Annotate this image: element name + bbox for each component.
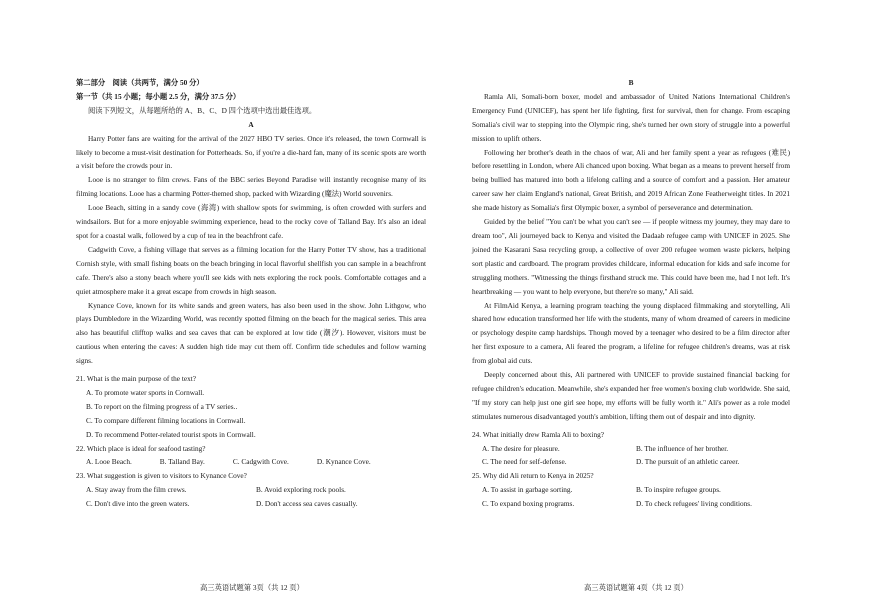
question-21-option: B. To report on the filming progress of a TV series.. — [86, 401, 238, 411]
question-24-option: B. The influence of her brother. — [636, 443, 729, 453]
question-22-option: A. Looe Beach. — [86, 457, 132, 467]
page-footer-left: 高三英语试题第 3页（共 12 页） — [200, 583, 304, 592]
passage-a-paragraph: Harry Potter fans are waiting for the arrival of the 2027 HBO TV series. Once it's released, the town Cornwall is likely to become a must-visit destination for Potterheads. So, if you're a die-hard fan, many of its scenic spots are worth a visit before the crowds pour in. — [76, 133, 426, 171]
question-25-stem: 25. Why did Ali return to Kenya in 2025? — [472, 471, 594, 481]
passage-a-paragraph: Looe is no stranger to film crews. Fans of the BBC series Beyond Paradise will instantly recognise many of its filming locations. Looe has a charming Potter-themed shop, packed with Wizarding (魔法) World souvenirs. — [76, 175, 426, 199]
passage-label-a: A — [248, 119, 254, 129]
question-23-option: C. Don't dive into the green waters. — [86, 499, 190, 509]
question-25-option: C. To expand boxing programs. — [482, 499, 575, 509]
question-24-stem: 24. What initially drew Ramla Ali to boxing? — [472, 429, 604, 439]
passage-b-paragraph: Deeply concerned about this, Ali partnered with UNICEF to provide sustained financial backing for refugee children's education. Meanwhile, she's expanded her free women's boxing club worldwide. She said, "If my story can help just one girl see hope, my efforts will be fully worth it." Ali's power as a role model stimulates numerous disadvantaged youth's ambition, lifting them out of despair and into dignity. — [472, 370, 790, 421]
question-23-stem: 23. What suggestion is given to visitors to Kynance Cove? — [76, 471, 247, 481]
page-footer-right: 高三英语试题第 4页（共 12 页） — [584, 583, 688, 592]
question-22-options — [86, 455, 426, 469]
question-25-option: A. To assist in garbage sorting. — [482, 485, 573, 495]
passage-b-paragraph: Ramla Ali, Somali-born boxer, model and ambassador of United Nations International Children's Emergency Fund (UNICEF), has spent her life fighting, first for survival, then for change. From escaping Somalia's civil war to stepping into the Olympic ring, she's turned her own story of struggle into a powerful mission to uplift others. — [472, 91, 790, 143]
question-22-option: B. Talland Bay. — [159, 457, 205, 467]
question-21-option: D. To recommend Potter-related tourist spots in Cornwall. — [86, 429, 256, 439]
passage-b-paragraph: At FilmAid Kenya, a learning program teaching the young displaced filmmaking and storytelling, Ali shared how education transformed her life with the students, many of whom dreamed of careers in medicine or psychology despite camp hardships. Though moved by a teenager who desired to be a film director after her first exposure to a camera, Ali feared the program, a lifeline for refugee children's dreams, was at risk from global aid cuts. — [472, 300, 790, 366]
question-22-option: C. Cadgwith Cove. — [232, 457, 289, 467]
passage-b-paragraph: Guided by the belief "You can't be what you can't see — if people witness my journey, they may dare to dream too", Ali journeyed back to Kenya and visited the Dadaab refugee camp with UNICEF in 2025. She joined the Kasarani Sasa recycling group, a collective of over 200 refugee women waste pickers, helping sort plastic and cardboard. The program provides childcare, informal education for kids and safe income for struggling mothers. "Witnessing the things firsthand struck me. This could have been me, had I not left. It's heartbreaking — you want to help everyone, but there're so many," Ali said. — [472, 217, 790, 296]
question-23-option: D. Don't access sea caves casually. — [256, 499, 358, 509]
left-column — [76, 76, 426, 511]
question-24-options-row2 — [482, 455, 790, 469]
right-column — [472, 76, 790, 511]
question-23-option: A. Stay away from the film crews. — [86, 485, 187, 495]
question-25-option: B. To inspire refugee groups. — [636, 485, 721, 495]
passage-a-paragraph: Cadgwith Cove, a fishing village that serves as a filming location for the Harry Potter TV show, has a traditional Cornish style, with small fishing boats on the beach bringing in local flavorful shellfish you can sample in a beachfront cafe. There's also a stony beach where you'll see kids with nets exploring the rock pools. Comfortable cottages and a quiet atmosphere make it a great escape from crowds in high season. — [76, 244, 426, 296]
question-24-option: A. The desire for pleasure. — [482, 443, 560, 453]
question-25-options-row1 — [482, 483, 790, 497]
question-23-option: B. Avoid exploring rock pools. — [256, 485, 346, 495]
question-25-options-row2 — [482, 497, 790, 511]
question-24-options-row1 — [482, 442, 790, 456]
question-25-option: D. To check refugees' living conditions. — [636, 499, 752, 509]
question-21-stem: 21. What is the main purpose of the text? — [76, 374, 197, 384]
question-21-option: A. To promote water sports in Cornwall. — [86, 387, 205, 397]
section-heading: 第二部分 阅读（共两节，满分 50 分） — [76, 78, 204, 87]
question-23-options-row1 — [86, 483, 426, 497]
passage-a-paragraph: Looe Beach, sitting in a sandy cove (海湾) with shallow spots for swimming, is often crowded with surfers and windsailors. But for a more enjoyable swimming experience, head to the rocky cove of Talland Bay. It's also an ideal spot for a coastal walk, followed by a cup of tea in the beachfront cafe. — [76, 203, 426, 240]
subsection-heading: 第一节（共 15 小题；每小题 2.5 分，满分 37.5 分） — [76, 91, 241, 101]
instruction: 阅读下列短文，从每题所给的 A、B、C、D 四个选项中选出最佳选项。 — [88, 105, 317, 115]
question-24-option: D. The pursuit of an athletic career. — [636, 457, 740, 467]
passage-a-paragraph: Kynance Cove, known for its white sands and green waters, has also been used in the show. John Lithgow, who plays Dumbledore in the Wizarding World, was recently spotted filming on the beach for the magical series. This area also has beautiful clifftop walks and sea caves that can be explored at low tide (潮汐). However, visitors must be cautious when entering the caves: A sudden high tide may cut them off. Confirm tide schedules and follow warning signs. — [76, 300, 426, 366]
passage-b-paragraph: Following her brother's death in the chaos of war, Ali and her family spent a year as refugees (难民) before resettling in London, where Ali chanced upon boxing. What began as a means to prevent herself from being bullied has matured into both a lifelong calling and a source of comfort and a passion. Her amateur career saw her claim England's national, Great British, and 2019 African Zone Featherweight titles. In 2021 she made history as Somalia's first Olympic boxer, a symbol of perseverance and determination. — [472, 147, 790, 213]
question-24-option: C. The need for self-defense. — [482, 457, 567, 467]
question-22-option: D. Kynance Cove. — [316, 457, 371, 467]
question-23-options-row2 — [86, 497, 426, 511]
question-21-option: C. To compare different filming locations in Cornwall. — [86, 415, 246, 425]
passage-label-b: B — [628, 78, 634, 87]
question-22-stem: 22. Which place is ideal for seafood tasting? — [76, 443, 206, 453]
